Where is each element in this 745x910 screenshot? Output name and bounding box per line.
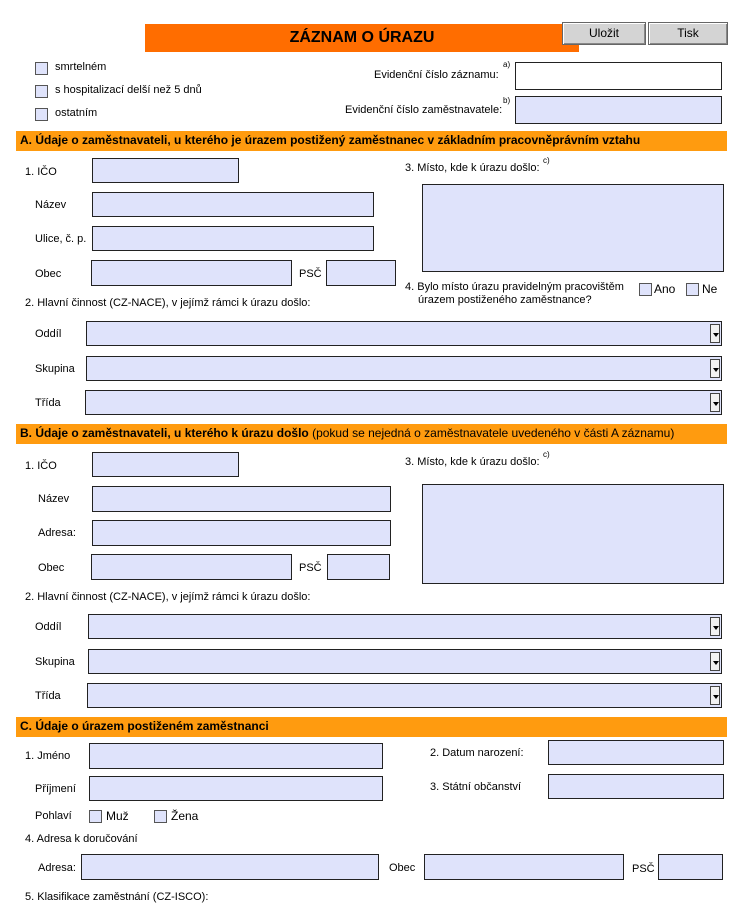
a-street-label: Ulice, č. p.: [35, 233, 87, 245]
c-city-label: Obec: [389, 862, 416, 874]
a-division-select[interactable]: [86, 321, 722, 346]
a-city-field[interactable]: [91, 260, 292, 286]
section-a-title: A. Údaje o zaměstnavateli, u kterého je úrazem postižený zaměstnanec v základním pracovněprávním vztahu: [20, 133, 641, 147]
section-a-header: [16, 131, 727, 151]
a-activity-label: 2. Hlavní činnost (CZ-NACE), v jejímž rámci k úrazu došlo:: [25, 297, 311, 309]
c-address-field[interactable]: [81, 854, 379, 880]
c-address-header: 4. Adresa k doručování: [25, 833, 138, 845]
c-citizenship-label: 3. Státní občanství: [430, 781, 522, 793]
section-b-header: [16, 424, 727, 444]
record-number-sup: a): [503, 60, 511, 69]
b-name-field[interactable]: [92, 486, 391, 512]
b-address-label: Adresa:: [38, 527, 76, 539]
chevron-down-icon[interactable]: [710, 324, 720, 343]
print-button[interactable]: Tisk: [648, 22, 728, 45]
c-last-name-label: Příjmení: [35, 783, 76, 795]
b-ico-field[interactable]: [92, 452, 239, 477]
a-division-label: Oddíl: [35, 328, 62, 340]
c-psc-label: PSČ: [632, 863, 655, 875]
save-button[interactable]: Uložit: [562, 22, 646, 45]
section-c-header: [16, 717, 727, 737]
section-c-title: C. Údaje o úrazem postiženém zaměstnanci: [20, 719, 269, 733]
a-name-label: Název: [35, 199, 67, 211]
c-citizenship-field[interactable]: [548, 774, 724, 799]
a-regular-label-1: 4. Bylo místo úrazu pravidelným pracovištěm: [405, 281, 624, 293]
chevron-down-icon[interactable]: [710, 652, 720, 671]
a-place-label: 3. Místo, kde k úrazu došlo:: [405, 162, 540, 174]
a-class-label: Třída: [35, 397, 61, 409]
section-b-title: B. Údaje o zaměstnavateli, u kterého k úrazu došlo: [20, 426, 309, 440]
b-activity-label: 2. Hlavní činnost (CZ-NACE), v jejímž rámci k úrazu došlo:: [25, 591, 311, 603]
b-place-label: 3. Místo, kde k úrazu došlo:: [405, 456, 540, 468]
section-b-title-note: (pokud se nejedná o zaměstnavatele uvedeného v části A záznamu): [308, 426, 675, 440]
label-hospital: s hospitalizací delší než 5 dnů: [55, 84, 202, 96]
b-group-select[interactable]: [88, 649, 722, 674]
c-male-label: Muž: [106, 809, 129, 823]
employer-number-field[interactable]: [515, 96, 722, 124]
a-checkbox-yes[interactable]: [639, 283, 652, 296]
b-division-label: Oddíl: [35, 621, 62, 633]
a-group-select[interactable]: [86, 356, 722, 381]
b-name-label: Název: [38, 493, 70, 505]
checkbox-fatal[interactable]: [35, 62, 48, 75]
a-ico-label: 1. IČO: [25, 166, 57, 178]
b-psc-label: PSČ: [299, 562, 322, 574]
b-psc-field[interactable]: [327, 554, 390, 580]
b-group-label: Skupina: [35, 656, 75, 668]
record-number-field[interactable]: [515, 62, 722, 90]
c-gender-label: Pohlaví: [35, 810, 72, 822]
a-psc-label: PSČ: [299, 268, 322, 280]
b-place-field[interactable]: [422, 484, 724, 584]
form-title: ZÁZNAM O ÚRAZU: [145, 24, 579, 52]
b-class-label: Třída: [35, 690, 61, 702]
c-first-name-field[interactable]: [89, 743, 383, 769]
c-last-name-field[interactable]: [89, 776, 383, 801]
label-other: ostatním: [55, 107, 98, 119]
label-fatal: smrtelném: [55, 61, 107, 73]
a-city-label: Obec: [35, 268, 62, 280]
b-ico-label: 1. IČO: [25, 460, 57, 472]
c-address-label: Adresa:: [38, 862, 76, 874]
checkbox-hospital[interactable]: [35, 85, 48, 98]
a-psc-field[interactable]: [326, 260, 396, 286]
b-place-sup: c): [543, 450, 550, 459]
a-ico-field[interactable]: [92, 158, 239, 183]
chevron-down-icon[interactable]: [710, 393, 720, 412]
record-number-label: Evidenční číslo záznamu:: [374, 69, 499, 81]
c-city-field[interactable]: [424, 854, 624, 880]
employer-number-label: Evidenční číslo zaměstnavatele:: [345, 104, 503, 116]
c-birth-date-label: 2. Datum narození:: [430, 747, 524, 759]
c-checkbox-male[interactable]: [89, 810, 102, 823]
a-place-sup: c): [543, 156, 550, 165]
chevron-down-icon[interactable]: [710, 617, 720, 636]
c-checkbox-female[interactable]: [154, 810, 167, 823]
b-city-field[interactable]: [91, 554, 292, 580]
a-no-label: Ne: [702, 282, 718, 296]
a-checkbox-no[interactable]: [686, 283, 699, 296]
c-birth-date-field[interactable]: [548, 740, 724, 765]
chevron-down-icon[interactable]: [710, 359, 720, 378]
a-class-select[interactable]: [85, 390, 722, 415]
c-psc-field[interactable]: [658, 854, 723, 880]
b-address-field[interactable]: [92, 520, 391, 546]
a-group-label: Skupina: [35, 363, 75, 375]
a-name-field[interactable]: [92, 192, 374, 217]
c-female-label: Žena: [171, 809, 199, 823]
c-classification-label: 5. Klasifikace zaměstnání (CZ-ISCO):: [25, 891, 209, 903]
checkbox-other[interactable]: [35, 108, 48, 121]
b-city-label: Obec: [38, 562, 65, 574]
a-place-field[interactable]: [422, 184, 724, 272]
b-division-select[interactable]: [88, 614, 722, 639]
a-regular-label-2: úrazem postiženého zaměstnance?: [418, 294, 592, 306]
a-yes-label: Ano: [654, 282, 676, 296]
b-class-select[interactable]: [87, 683, 722, 708]
chevron-down-icon[interactable]: [710, 686, 720, 705]
employer-number-sup: b): [503, 96, 511, 105]
c-first-name-label: 1. Jméno: [25, 750, 71, 762]
a-street-field[interactable]: [92, 226, 374, 251]
